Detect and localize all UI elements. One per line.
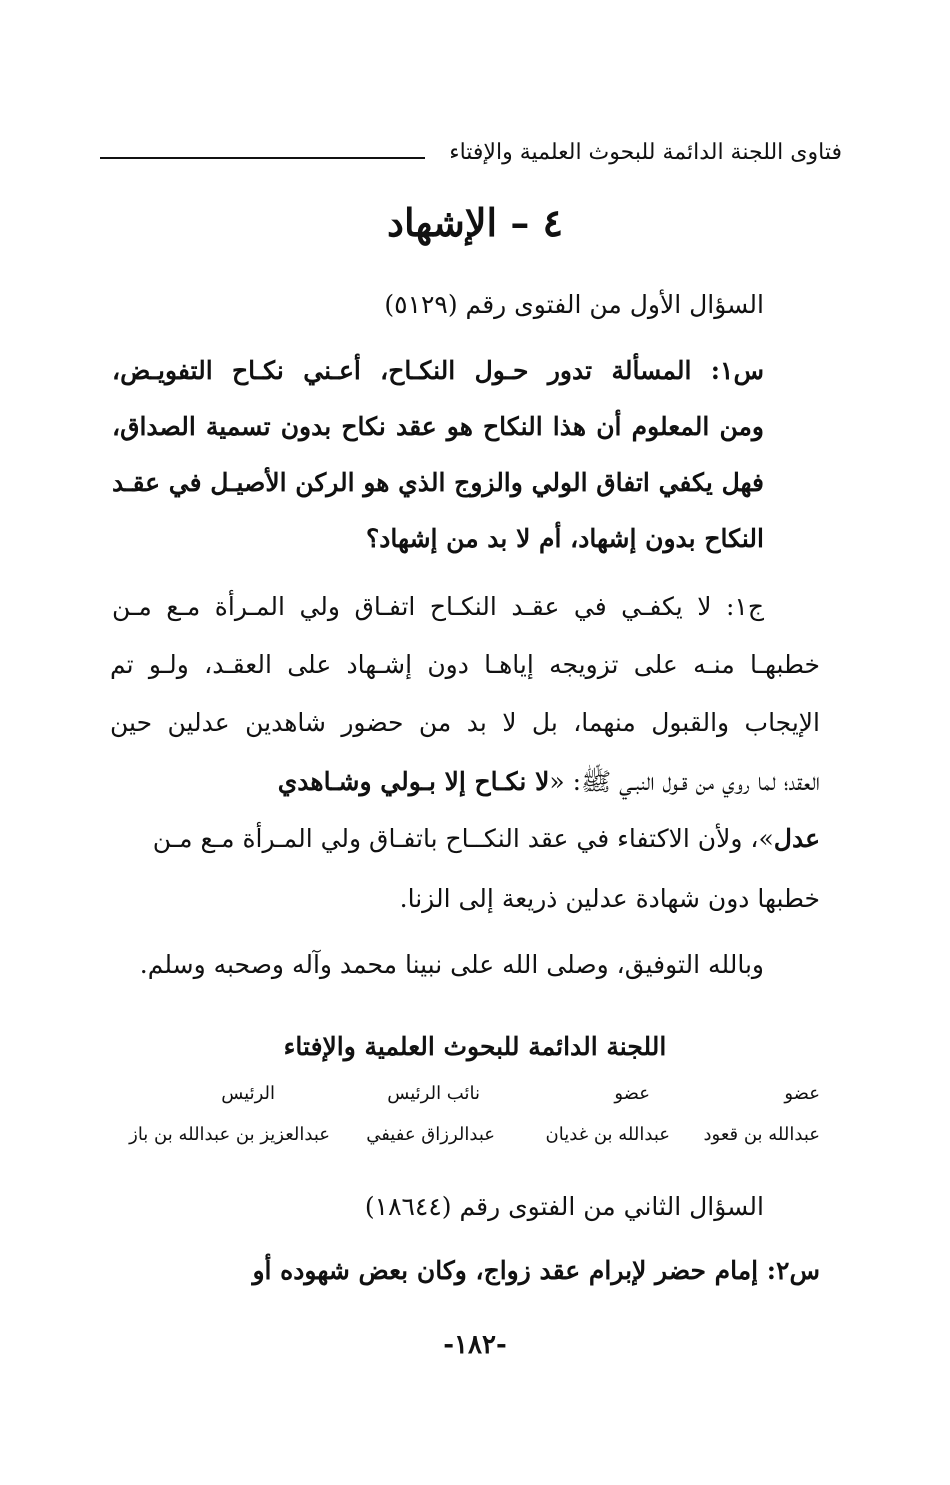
question-1-line-1: س١: المسألة تدور حـول النكـاح، أعـني نكـاح التفويـض،: [112, 356, 764, 385]
committee-names: [120, 1124, 820, 1154]
running-header-title: فتاوى اللجنة الدائمة للبحوث العلمية والإفتاء: [449, 140, 842, 165]
hadith-quote-end: عدل: [773, 824, 820, 853]
member-name-3: عبدالرزاق عفيفي: [366, 1124, 495, 1145]
member-role-1: عضو: [784, 1083, 820, 1104]
answer-1-line-6: خطبها دون شهادة عدلين ذريعة إلى الزنا.: [399, 884, 820, 913]
member-role-3: نائب الرئيس: [387, 1083, 480, 1104]
committee-roles: [120, 1083, 820, 1111]
answer-1-line-3: الإيجاب والقبول منهما، بل لا بد من حضور شاهدين عدلين حين: [110, 708, 820, 737]
section-title: ٤ – الإشهاد: [387, 200, 563, 245]
question-1-label: السؤال الأول من الفتوى رقم (٥١٢٩): [384, 290, 764, 319]
closing-formula: وبالله التوفيق، وصلى الله على نبينا محمد وآله وصحبه وسلم.: [139, 950, 764, 979]
question-2-line-1: س٢: إمام حضر لإبرام عقد زواج، وكان بعض شهوده أو: [252, 1256, 820, 1285]
committee-name: اللجنة الدائمة للبحوث العلمية والإفتاء: [283, 1032, 667, 1061]
question-1-line-4: النكاح بدون إشهاد، أم لا بد من إشهاد؟: [366, 524, 764, 553]
answer-1-line-1: ج١: لا يكفـي في عقـد النكـاح اتفـاق ولي المـرأة مـع مـن: [112, 592, 764, 621]
header-rule: [100, 157, 425, 159]
page-number: -١٨٢-: [443, 1330, 507, 1360]
member-name-1: عبدالله بن قعود: [703, 1124, 820, 1145]
member-role-4: الرئيس: [221, 1083, 275, 1104]
member-name-2: عبدالله بن غديان: [545, 1124, 670, 1145]
question-2-label: السؤال الثاني من الفتوى رقم (١٨٦٤٤): [364, 1192, 764, 1221]
answer-1-line-5: [110, 824, 820, 853]
answer-1-line-5-text: »، ولأن الاكتفاء في عقد النكــاح باتفـاق ولي المـرأة مـع مـن: [152, 824, 774, 853]
hadith-quote-start: لا نكـاح إلا بـولي وشـاهدي: [277, 767, 550, 796]
answer-1-line-4-text: العقد؛ لما روي من قـول النبـي ﷺ: «: [549, 767, 820, 796]
question-1-line-2: ومن المعلوم أن هذا النكاح هو عقد نكاح بدون تسمية الصداق،: [112, 412, 764, 441]
answer-1-line-4: [110, 766, 820, 803]
member-name-4: عبدالعزيز بن عبدالله بن باز: [129, 1124, 330, 1145]
answer-1-line-2: خطبهـا منـه على تزويجه إياهـا دون إشـهاد على العقـد، ولـو تم: [110, 650, 820, 679]
member-role-2: عضو: [614, 1083, 650, 1104]
question-1-line-3: فهل يكفي اتفاق الولي والزوج الذي هو الركن الأصيـل في عقـد: [112, 468, 764, 497]
